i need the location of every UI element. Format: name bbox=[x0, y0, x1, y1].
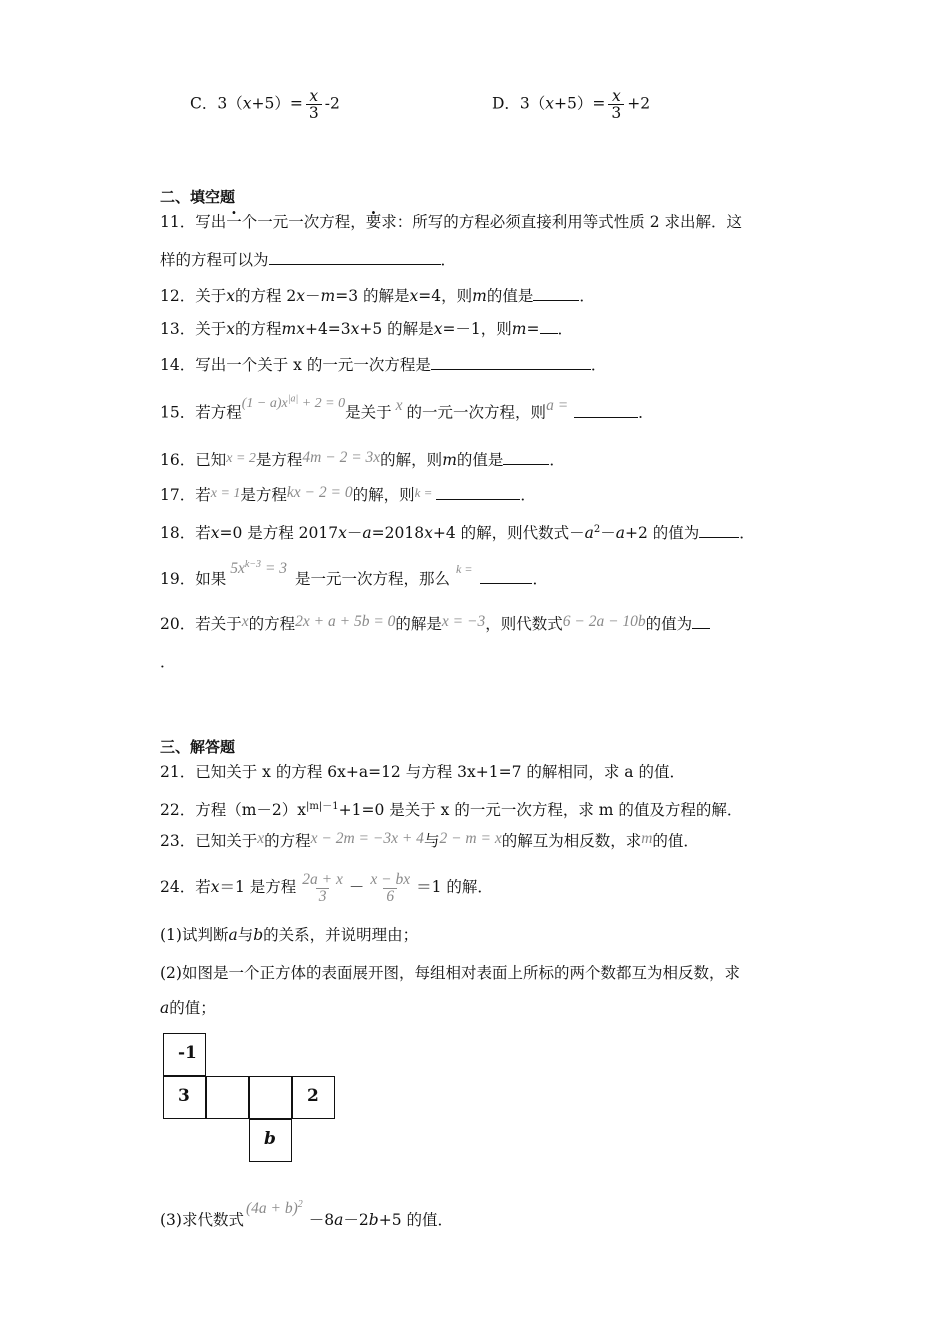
question-24 bbox=[160, 866, 493, 908]
q18-end: ． bbox=[739, 524, 755, 543]
q16-text-a: 16．已知 bbox=[160, 451, 227, 469]
question-19 bbox=[160, 559, 548, 590]
q16-text-d: 的值是 bbox=[456, 451, 504, 469]
q19-equation bbox=[230, 560, 287, 577]
q13-end: ． bbox=[557, 320, 574, 338]
q13-var-mx: mx bbox=[281, 320, 305, 338]
q24-fraction-2 bbox=[367, 872, 413, 905]
question-15 bbox=[160, 393, 654, 425]
q13-var-m: m bbox=[511, 320, 527, 338]
option-c-mid: +5）= bbox=[251, 94, 303, 113]
q14-text: 14．写出一个关于 x 的一元一次方程是 bbox=[160, 356, 431, 374]
question-24-part-2-line2 bbox=[160, 998, 216, 1018]
q13-text-d: +5 的解是 bbox=[359, 320, 434, 338]
q20-text-e: 的值为 bbox=[645, 615, 693, 633]
q14-answer-blank[interactable] bbox=[431, 354, 591, 370]
q11-answer-blank[interactable] bbox=[269, 249, 441, 265]
q12-text-f: 的值是 bbox=[486, 287, 534, 305]
q19-k-equals: k = bbox=[456, 562, 473, 577]
question-11-line2 bbox=[160, 249, 456, 270]
q18-text-a: 18．若 bbox=[160, 524, 211, 543]
q12-var-x3: x bbox=[409, 287, 419, 305]
cube-net-diagram bbox=[163, 1033, 343, 1168]
q24-var-x: x bbox=[210, 878, 220, 896]
option-c-label: C．3（ bbox=[190, 94, 243, 113]
q15-text-b: 是关于 bbox=[345, 403, 392, 422]
option-c bbox=[190, 88, 340, 121]
net-cell-top bbox=[163, 1033, 206, 1076]
q18-var-x: x bbox=[210, 524, 220, 543]
q24-p1-var-b: b bbox=[253, 926, 264, 944]
q16-condition: x = 2 bbox=[226, 451, 256, 466]
q12-text-b: 的方程 2 bbox=[234, 287, 297, 305]
section-2-title: 二、填空题 bbox=[160, 188, 236, 206]
q24-p1-text-b: 与 bbox=[237, 926, 254, 944]
q24-p3-expr-exponent: 2 bbox=[297, 1199, 303, 1210]
q18-var-x3: x bbox=[424, 524, 433, 543]
option-d-tail: +2 bbox=[627, 94, 651, 113]
q19-eq-rest: = 3 bbox=[261, 560, 288, 578]
net-cell-top-label: -1 bbox=[178, 1043, 197, 1063]
q24-p3-var-a: a bbox=[334, 1211, 344, 1230]
q24-p1-text-c: 的关系，并说明理由； bbox=[263, 926, 419, 944]
q17-answer-blank[interactable] bbox=[436, 484, 520, 500]
q15-end: ． bbox=[638, 403, 654, 422]
option-d-var: x bbox=[545, 94, 555, 113]
q24-minus: － bbox=[348, 878, 365, 896]
q24-p2-end: 的值； bbox=[169, 999, 216, 1017]
q15-text-a: 15．若方程 bbox=[160, 403, 242, 422]
q20-solution: x = −3 bbox=[441, 613, 486, 630]
net-cell-bottom-label: b bbox=[264, 1129, 276, 1149]
q17-end: ． bbox=[520, 486, 536, 504]
q20-end: ． bbox=[160, 653, 176, 671]
question-20 bbox=[160, 613, 710, 635]
q24-text-c: ＝1 的解． bbox=[416, 878, 493, 896]
q12-end: ． bbox=[579, 287, 595, 305]
section-3-title: 三、解答题 bbox=[160, 738, 236, 756]
q24-p3-expression bbox=[246, 1200, 303, 1217]
q24-fraction-1-den: 3 bbox=[316, 888, 330, 905]
q19-text-a: 19．如果 bbox=[160, 570, 227, 589]
q24-p3-text-d: +5 的值． bbox=[378, 1211, 453, 1230]
q24-p3-text-a: (3)求代数式 bbox=[160, 1211, 244, 1230]
option-d bbox=[492, 88, 650, 121]
q17-condition: x = 1 bbox=[210, 486, 241, 501]
q21-text: 21．已知关于 x 的方程 6x+a=12 与方程 3x+1=7 的解相同，求 a 的值． bbox=[160, 763, 685, 781]
q20-equation: 2x + a + 5b = 0 bbox=[295, 613, 396, 630]
q24-p3-text-b: －8 bbox=[308, 1211, 335, 1230]
q13-text-e: =－1，则 bbox=[442, 320, 512, 338]
q24-fraction-1-num: 2a + x bbox=[302, 870, 343, 888]
q17-text-a: 17．若 bbox=[160, 486, 211, 504]
net-cell-bottom bbox=[249, 1119, 292, 1162]
net-cell-row-4-label: 2 bbox=[307, 1086, 319, 1106]
question-17 bbox=[160, 484, 536, 507]
q13-var-x3: x bbox=[433, 320, 443, 338]
q22-text-b: +1=0 是关于 x 的一元一次方程，求 m 的值及方程的解． bbox=[338, 801, 743, 820]
q15-text-c: 的一元一次方程，则 bbox=[406, 403, 547, 422]
q15-eq-rest: + 2 = 0 bbox=[298, 395, 346, 411]
q13-text-b: 的方程 bbox=[234, 320, 282, 338]
q19-text-b: 是一元一次方程，那么 bbox=[295, 570, 451, 589]
q11-line2-text: 样的方程可以为 bbox=[160, 251, 269, 269]
net-cell-row-1 bbox=[163, 1076, 206, 1119]
q13-text-f: = bbox=[526, 320, 540, 338]
q11-text-c: 求：所写的方程必须直接利用等式性质 2 求出解．这 bbox=[381, 213, 742, 231]
q16-text-b: 是方程 bbox=[255, 451, 303, 469]
question-22 bbox=[160, 797, 742, 820]
q18-var-a2: a bbox=[584, 524, 594, 543]
option-c-fraction bbox=[306, 88, 322, 121]
option-d-label: D．3（ bbox=[492, 94, 546, 113]
option-d-num: x bbox=[611, 87, 621, 105]
q24-p3-var-b: b bbox=[368, 1211, 379, 1230]
q12-text-c: － bbox=[305, 287, 321, 305]
q11-emphasis-1: 一 bbox=[226, 213, 242, 231]
q17-text-b: 是方程 bbox=[240, 486, 287, 504]
q18-text-b: =0 是方程 2017 bbox=[219, 524, 339, 543]
q15-a-equals: a = bbox=[546, 396, 569, 414]
question-24-part-2 bbox=[160, 963, 740, 983]
q19-eq-base: 5x bbox=[230, 560, 245, 578]
question-16 bbox=[160, 449, 565, 472]
q24-p2-text: (2)如图是一个正方体的表面展开图，每组相对表面上所标的两个数都互为相反数，求 bbox=[160, 964, 740, 982]
q22-exponent: |m|－1 bbox=[306, 801, 339, 812]
question-18 bbox=[160, 520, 755, 543]
q18-text-g: +2 的值为 bbox=[625, 524, 700, 543]
option-d-den: 3 bbox=[608, 104, 624, 121]
question-14 bbox=[160, 354, 606, 375]
q13-answer-blank[interactable] bbox=[540, 318, 558, 334]
q20-expression: 6 − 2a − 10b bbox=[562, 613, 646, 630]
q19-end: ． bbox=[532, 570, 548, 589]
q18-answer-blank[interactable] bbox=[699, 522, 739, 538]
q24-p3-text-c: －2 bbox=[343, 1211, 369, 1230]
q17-equation: kx − 2 = 0 bbox=[286, 484, 353, 501]
q23-equation-1: x − 2m = −3x + 4 bbox=[310, 830, 424, 847]
option-d-fraction bbox=[608, 88, 624, 121]
q13-text-c: +4=3 bbox=[304, 320, 351, 338]
q11-end: ． bbox=[440, 251, 457, 269]
question-12 bbox=[160, 285, 595, 306]
q17-text-c: 的解，则 bbox=[352, 486, 415, 504]
q16-end: ． bbox=[549, 451, 565, 469]
question-20-end bbox=[160, 652, 176, 672]
q24-p1-text-a: (1)试判断 bbox=[160, 926, 229, 944]
question-24-part-1 bbox=[160, 925, 418, 945]
q23-text-a: 23．已知关于 bbox=[160, 832, 258, 850]
net-cell-row-3 bbox=[249, 1076, 292, 1119]
option-c-num: x bbox=[309, 87, 319, 105]
net-cell-row-4 bbox=[292, 1076, 335, 1119]
option-c-tail: -2 bbox=[324, 94, 340, 113]
q24-text-b: ＝1 是方程 bbox=[219, 878, 297, 896]
q24-fraction-2-num: x − bx bbox=[370, 870, 411, 888]
q18-exponent: 2 bbox=[593, 524, 601, 535]
q20-text-a: 20．若关于 bbox=[160, 615, 242, 633]
q15-eq-exponent: |a| bbox=[287, 393, 299, 404]
q23-var-m: m bbox=[641, 830, 653, 847]
q13-text-a: 13．关于 bbox=[160, 320, 227, 338]
q12-var-m: m bbox=[320, 287, 336, 305]
q12-text-e: =4，则 bbox=[418, 287, 473, 305]
q18-var-x2: x bbox=[338, 524, 347, 543]
question-21 bbox=[160, 762, 685, 782]
q20-text-d: ，则代数式 bbox=[485, 615, 563, 633]
q15-eq-base: (1 − a)x bbox=[241, 395, 288, 411]
net-cell-row-2 bbox=[206, 1076, 249, 1119]
q23-var-x: x bbox=[257, 830, 265, 847]
q18-var-a3: a bbox=[615, 524, 626, 543]
q18-text-f: － bbox=[600, 524, 616, 543]
q20-var-x: x bbox=[241, 613, 249, 630]
q12-text-d: =3 的解是 bbox=[335, 287, 410, 305]
q23-text-d: 的解互为相反数，求 bbox=[501, 832, 642, 850]
q13-var-x: x bbox=[226, 320, 235, 338]
q23-text-e: 的值． bbox=[652, 832, 699, 850]
q12-text-a: 12．关于 bbox=[160, 287, 227, 305]
q11-emphasis-2: 要 bbox=[365, 213, 382, 231]
q24-fraction-1 bbox=[299, 872, 346, 905]
q19-eq-exponent: k−3 bbox=[244, 559, 262, 570]
q18-text-d: =2018 bbox=[371, 524, 425, 543]
option-c-den: 3 bbox=[306, 104, 322, 121]
option-c-var: x bbox=[242, 94, 252, 113]
q14-end: ． bbox=[590, 356, 607, 374]
question-11 bbox=[160, 212, 742, 232]
q12-var-m2: m bbox=[472, 287, 487, 305]
q12-answer-blank[interactable] bbox=[533, 285, 579, 301]
q12-var-x: x bbox=[226, 287, 235, 305]
q24-p3-expr-base: (4a + b) bbox=[245, 1200, 298, 1218]
q24-p2-var-a: a bbox=[160, 999, 170, 1017]
question-23 bbox=[160, 831, 699, 852]
q20-text-c: 的解是 bbox=[395, 615, 442, 633]
q15-equation bbox=[241, 393, 346, 411]
question-24-part-3 bbox=[160, 1199, 453, 1231]
q20-text-b: 的方程 bbox=[248, 615, 296, 633]
q16-answer-blank[interactable] bbox=[503, 449, 549, 465]
q20-answer-blank[interactable] bbox=[692, 613, 710, 629]
q16-var-m: m bbox=[442, 451, 457, 469]
question-13 bbox=[160, 318, 573, 339]
q17-k-equals: k = bbox=[414, 485, 433, 500]
q16-equation: 4m − 2 = 3x bbox=[302, 449, 381, 466]
net-cell-row-1-label: 3 bbox=[178, 1086, 190, 1106]
q22-text-a: 22．方程（m－2）x bbox=[160, 801, 307, 820]
q23-text-c: 与 bbox=[423, 832, 440, 850]
q23-equation-2: 2 − m = x bbox=[439, 830, 502, 847]
q24-text-a: 24．若 bbox=[160, 878, 211, 896]
q12-var-x2: x bbox=[296, 287, 306, 305]
q16-text-c: 的解，则 bbox=[380, 451, 443, 469]
q24-p1-var-a: a bbox=[228, 926, 238, 944]
q24-fraction-2-den: 6 bbox=[383, 888, 397, 905]
q15-var-x: x bbox=[395, 396, 403, 414]
q11-text-b: 个一元一次方程， bbox=[241, 213, 366, 231]
q23-text-b: 的方程 bbox=[264, 832, 311, 850]
q15-answer-blank[interactable] bbox=[574, 402, 638, 418]
q18-text-e: +4 的解，则代数式－ bbox=[432, 524, 585, 543]
q18-var-a: a bbox=[362, 524, 372, 543]
q19-answer-blank[interactable] bbox=[480, 568, 532, 584]
q13-var-x2: x bbox=[350, 320, 360, 338]
option-d-mid: +5）= bbox=[554, 94, 606, 113]
q18-text-c: － bbox=[346, 524, 363, 543]
q11-text-a: 11．写出 bbox=[160, 213, 227, 231]
